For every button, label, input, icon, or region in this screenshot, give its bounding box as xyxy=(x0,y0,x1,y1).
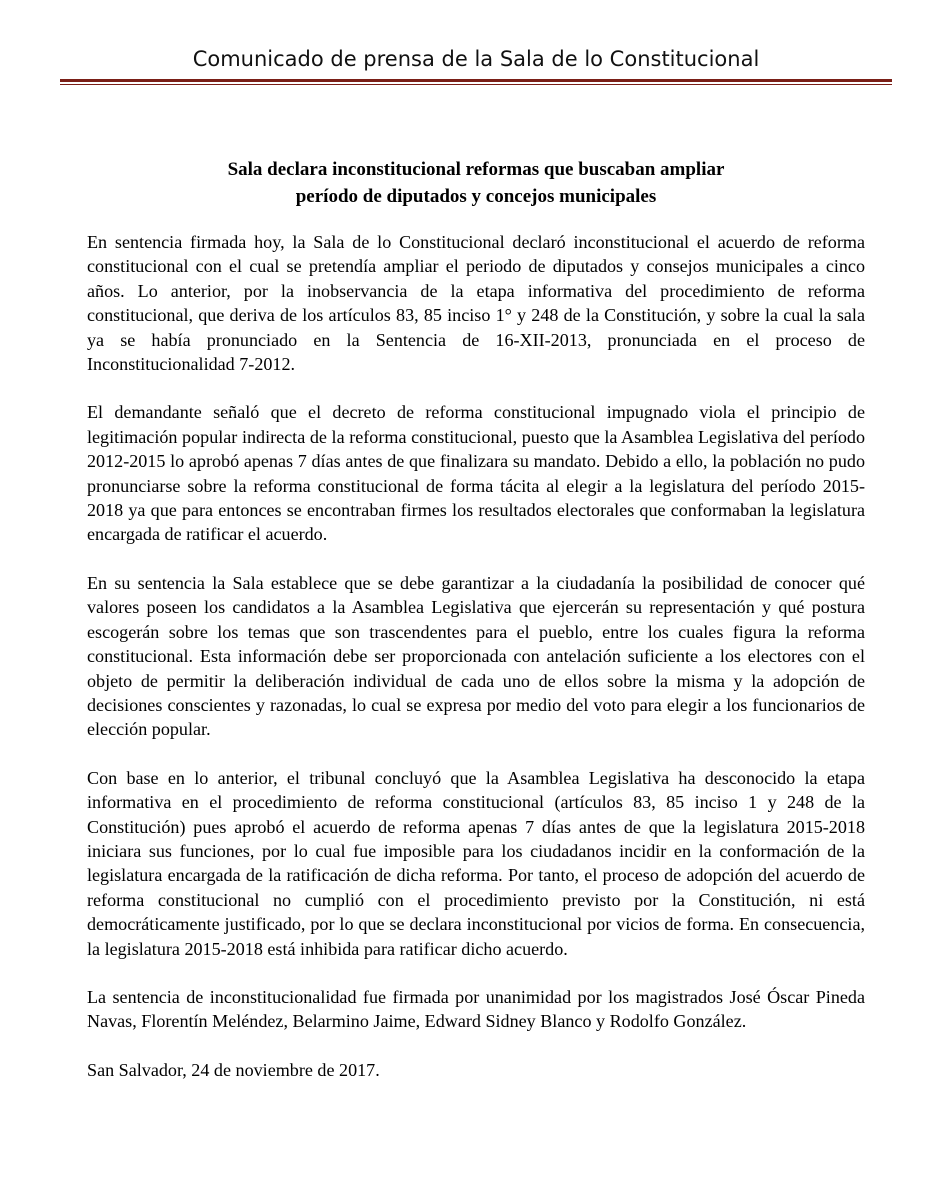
header-title: Comunicado de prensa de la Sala de lo Constitucional xyxy=(192,47,760,71)
header-rule-thin xyxy=(60,84,892,85)
document-body xyxy=(87,230,865,1082)
document-header xyxy=(60,44,892,85)
headline xyxy=(88,156,864,210)
paragraph-2: El demandante señaló que el decreto de reforma constitucional impugnado viola el principio de legitimación popular indirecta de la reforma constitucional, puesto que la Asamblea Legislativa del período 2012-2015 lo aprobó apenas 7 días antes de que finalizara su mandato. Debido a ello, la población no pudo pronunciarse sobre la reforma constitucional de forma tácita al elegir a la legislatura del período 2015-2018 ya que para entonces se encontraban firmes los resultados electorales que conformaban la legislatura encargada de ratificar el acuerdo. xyxy=(87,402,865,545)
paragraph-3: En su sentencia la Sala establece que se debe garantizar a la ciudadanía la posibilidad de conocer qué valores poseen los candidatos a la Asamblea Legislativa que ejercerán su representación y qué postura escogerán sobre los temas que son trascendentes para el pueblo, entre los cuales figura la reforma constitucional. Esta información debe ser proporcionada con antelación suficiente a los electores con el objeto de permitir la deliberación individual de cada uno de ellos sobre la misma y la adopción de decisiones conscientes y razonadas, lo cual se expresa por medio del voto para elegir a los funcionarios de elección popular. xyxy=(87,572,865,740)
paragraph-4: Con base en lo anterior, el tribunal concluyó que la Asamblea Legislativa ha desconocido la etapa informativa en el procedimiento de reforma constitucional (artículos 83, 85 inciso 1 y 248 de la Constitución) pues aprobó el acuerdo de reforma apenas 7 días antes de que la legislatura 2015-2018 iniciara sus funciones, por lo cual fue imposible para los ciudadanos incidir en la conformación de la legislatura encargada de la ratificación de dicha reforma. Por tanto, el proceso de adopción del acuerdo de reforma constitucional no cumplió con el procedimiento previsto por la Constitución, ni está democráticamente justificado, por lo que se declara inconstitucional por vicios de forma. En consecuencia, la legislatura 2015-2018 está inhibida para ratificar dicho acuerdo. xyxy=(87,767,865,959)
paragraph-1: En sentencia firmada hoy, la Sala de lo Constitucional declaró inconstitucional el acuerdo de reforma constitucional con el cual se pretendía ampliar el periodo de diputados y consejos municipales a cinco años. Lo anterior, por la inobservancia de la etapa informativa del procedimiento de reforma constitucional, que deriva de los artículos 83, 85 inciso 1° y 248 de la Constitución, y sobre la cual la sala ya se había pronunciado en la Sentencia de 16-XII-2013, pronunciada en el proceso de Inconstitucionalidad 7-2012. xyxy=(87,232,865,375)
paragraph-5: La sentencia de inconstitucionalidad fue firmada por unanimidad por los magistrados José Óscar Pineda Navas, Florentín Meléndez, Belarmino Jaime, Edward Sidney Blanco y Rodolfo González. xyxy=(87,986,865,1032)
headline-line-2: período de diputados y concejos municipales xyxy=(295,186,657,207)
dateline: San Salvador, 24 de noviembre de 2017. xyxy=(87,1059,380,1080)
header-rule-thick xyxy=(60,79,892,82)
headline-line-1: Sala declara inconstitucional reformas que buscaban ampliar xyxy=(227,159,725,180)
